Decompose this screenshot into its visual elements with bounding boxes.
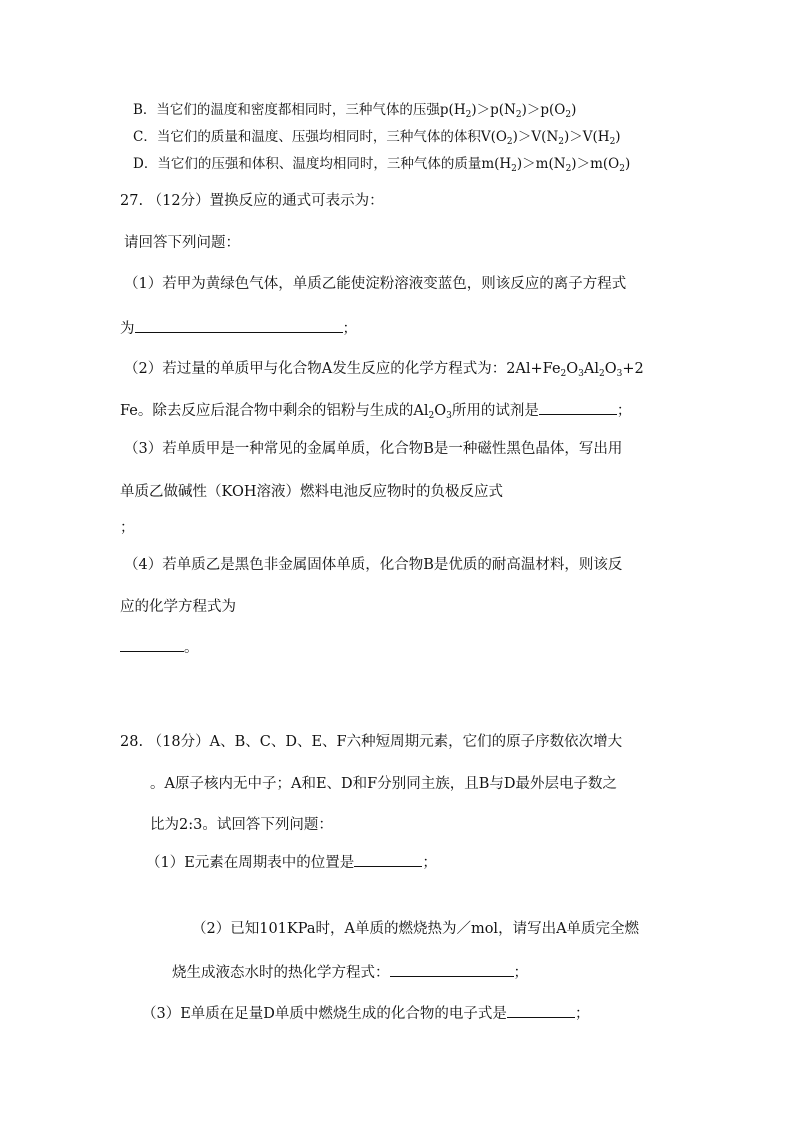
q27-part2-text: （2）若过量的单质甲与化合物A发生反应的化学方程式为：2Al+Fe [124, 361, 561, 377]
option-d-end: ) [624, 156, 631, 172]
q27-part2-text: Fe。除去反应后混合物中剩余的铝粉与生成的Al [120, 403, 429, 419]
q27-part3-end: ； [120, 520, 135, 536]
sub: 2 [599, 369, 605, 379]
sub: 2 [428, 411, 435, 421]
q27-part3-cont: 单质乙做碱性（KOH溶液）燃料电池反应物时的负极反应式 [120, 484, 503, 500]
option-c-mid1: )＞V(N [512, 129, 559, 145]
q27-part2-text: 所用的试剂是 [451, 403, 539, 419]
sub: 2 [515, 110, 522, 120]
q27-part2-text: O [604, 361, 617, 377]
option-b-text: B．当它们的温度和密度都相同时，三种气体的压强p(H [133, 102, 466, 118]
sub: 2 [565, 164, 572, 174]
q27-part4-cont: 应的化学方程式为 [120, 599, 236, 615]
answer-blank[interactable] [354, 852, 422, 867]
q27-part4-suffix: 。 [184, 640, 199, 656]
answer-blank[interactable] [390, 962, 514, 977]
option-c-text: C．当它们的质量和温度、压强均相同时，三种气体的体积V(O [133, 129, 507, 145]
q27-part2-text: O [566, 361, 579, 377]
answer-blank[interactable] [507, 1003, 575, 1018]
sub: 2 [565, 110, 572, 120]
q28-part1 [146, 852, 437, 872]
q28-part1-text: （1）E元素在周期表中的位置是 [146, 855, 355, 871]
q27-part2-text: +2 [622, 361, 644, 377]
answer-blank[interactable] [135, 318, 343, 333]
q27-part2-text: Al [583, 361, 599, 377]
q27-part1-suffix: ； [342, 321, 357, 337]
sub: 2 [506, 137, 513, 147]
q27-prompt: 请回答下列问题： [124, 235, 240, 251]
q28-line3: 比为2:3。试回答下列问题： [150, 817, 333, 833]
answer-blank[interactable] [120, 637, 184, 652]
q27-part1-answer [120, 318, 357, 338]
q27-header: 27. （12分）置换反应的通式可表示为： [120, 193, 384, 209]
sub: 2 [558, 137, 564, 147]
sub: 3 [616, 369, 623, 379]
option-d-mid2: )＞m(O [571, 156, 620, 172]
q27-part4: （4）若单质乙是黑色非金属固体单质，化合物B是优质的耐高温材料，则该反 [124, 557, 623, 573]
sub: 2 [511, 164, 517, 174]
q28-part3-text: （3）E单质在足量D单质中燃烧生成的化合物的电子式是 [142, 1006, 507, 1022]
option-b-end: ) [571, 102, 577, 118]
sub: 3 [578, 369, 584, 379]
q28-part1-suffix: ； [422, 855, 437, 871]
q27-part1-prefix: 为 [120, 321, 135, 337]
sub: 2 [465, 110, 472, 120]
answer-blank[interactable] [539, 400, 617, 415]
q27-part2-cont [120, 400, 631, 420]
q28-part2-text: 烧生成液态水时的热化学方程式： [172, 965, 390, 981]
q28-header: 28. （18分）A、B、C、D、E、F六种短周期元素，它们的原子序数依次增大 [120, 734, 623, 750]
option-b-mid2: )＞p(O [521, 102, 566, 118]
q28-part2-suffix: ； [513, 965, 528, 981]
sub: 2 [619, 164, 625, 174]
q27-part2-text: O [434, 403, 447, 419]
option-d-mid1: )＞m(N [516, 156, 566, 172]
q28-part3 [142, 1003, 589, 1023]
q27-part3: （3）若单质甲是一种常见的金属单质，化合物B是一种磁性黑色晶体，写出用 [124, 441, 623, 457]
option-b-mid1: )＞p(N [471, 102, 516, 118]
q27-part1: （1）若甲为黄绿色气体，单质乙能使淀粉溶液变蓝色，则该反应的离子方程式 [124, 276, 627, 292]
sub: 2 [609, 137, 616, 147]
option-d-text: D．当它们的压强和体积、温度均相同时，三种气体的质量m(H [133, 156, 512, 172]
sub: 2 [560, 369, 567, 379]
q28-part2-cont [172, 962, 528, 982]
option-c [133, 128, 621, 146]
q28-part2: （2）已知101KPa时，A单质的燃烧热为／mol，请写出A单质完全燃 [192, 921, 640, 937]
q27-part2 [124, 360, 644, 378]
option-c-end: ) [615, 129, 621, 145]
option-b [133, 101, 576, 119]
q28-part3-suffix: ； [574, 1006, 590, 1022]
q27-part2-suffix: ； [616, 403, 632, 419]
q28-line2: 。A原子核内无中子；A和E、D和F分别同主族，且B与D最外层电子数之 [150, 776, 617, 792]
option-c-mid2: )＞V(H [564, 129, 610, 145]
option-d [133, 155, 630, 173]
sub: 3 [446, 411, 452, 421]
q27-part4-answer [120, 637, 199, 657]
